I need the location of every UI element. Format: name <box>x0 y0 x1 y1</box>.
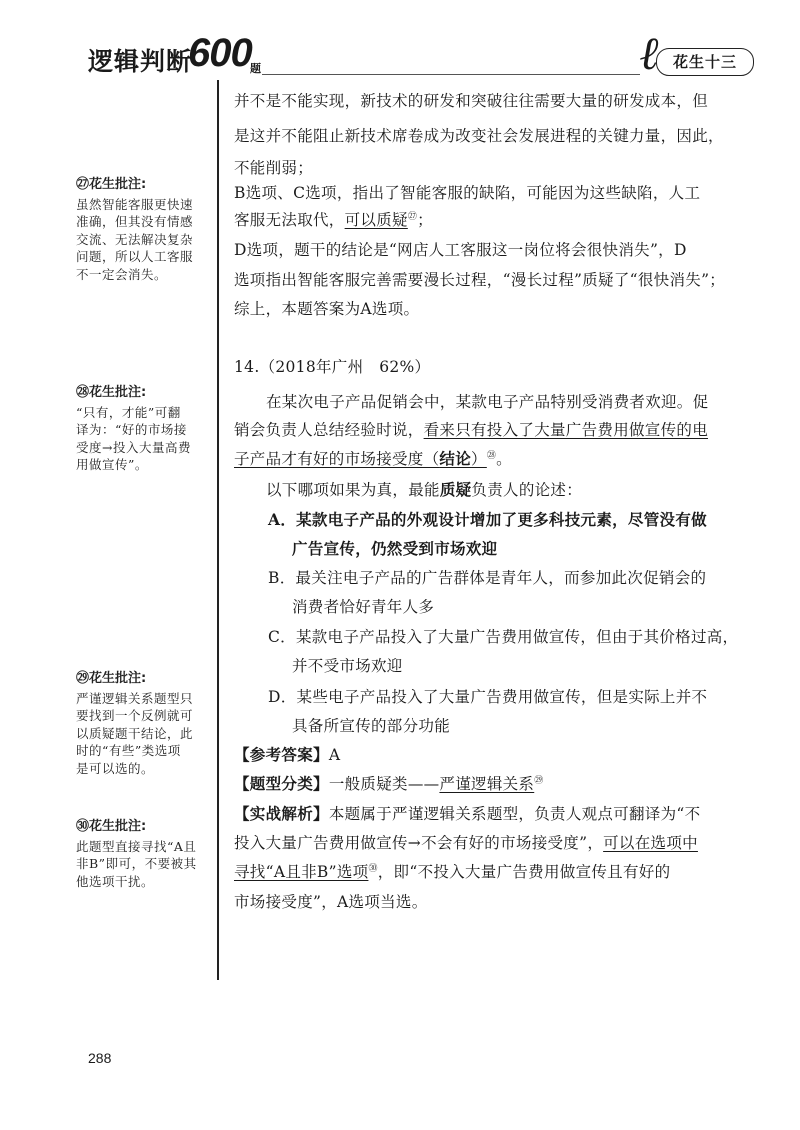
margin-note-29 <box>76 670 212 777</box>
option-b-explanation-2 <box>234 208 433 230</box>
text-span: ； <box>417 211 433 229</box>
text-span: ，即“不投入大量广告费用做宣传且有好的 <box>377 863 671 881</box>
margin-note-line: 虽然智能客服更快速 <box>76 196 194 212</box>
margin-note-line: 时的“有些”类选项 <box>76 743 181 758</box>
answer-value: A <box>328 746 341 764</box>
option-a: A．某款电子产品的外观设计增加了更多科技元素，尽管没有做 <box>268 510 707 529</box>
text-span: 负责人的论述： <box>471 481 583 499</box>
book-title-suffix: 题 <box>250 62 261 75</box>
answer-line <box>234 743 340 765</box>
keyword: 质疑 <box>439 480 472 499</box>
underlined-phrase: 寻找“A且非B”选项 <box>234 863 369 881</box>
text-span: 投入大量广告费用做宣传→不会有好的市场接受度”， <box>234 834 604 852</box>
footnote-marker: ㉙ <box>534 775 544 786</box>
text-span: 销会负责人总结经验时说， <box>234 421 424 439</box>
margin-note-line: 用做宣传”。 <box>76 457 148 472</box>
underlined-phrase: ） <box>471 450 487 468</box>
margin-note-line: 是可以选的。 <box>76 760 155 776</box>
underlined-phrase: 看来只有投入了大量广告费用做宣传的电 <box>423 421 709 439</box>
margin-note-line: 非B”即可，不要被其 <box>76 856 197 871</box>
margin-note-30 <box>76 818 212 890</box>
margin-note-line: “只有，才能”可翻 <box>76 404 181 420</box>
question-header <box>234 355 430 377</box>
option-d: D．某些电子产品投入了大量广告费用做宣传，但是实际上并不 <box>268 688 708 706</box>
footnote-marker: ㉚ <box>368 863 378 874</box>
text-span: 客服无法取代， <box>234 211 345 229</box>
header-rule <box>262 74 640 75</box>
margin-note-title: ㉘花生批注: <box>76 385 147 400</box>
body-line: 并不是不能实现，新技术的研发和突破往往需要大量的研发成本，但 <box>234 92 709 110</box>
question-source: （2018年广州 62%） <box>259 358 431 376</box>
brand-badge: 花生十三 <box>656 48 754 76</box>
option-c-cont: 并不受市场欢迎 <box>292 657 403 675</box>
margin-note-line: 严谨逻辑关系题型只 <box>76 690 194 706</box>
margin-note-27 <box>76 176 212 283</box>
margin-divider <box>217 80 219 980</box>
option-d-explanation-2: 选项指出智能客服完善需要漫长过程，“漫长过程”质疑了“很快消失”； <box>234 271 726 289</box>
answer-label: 【参考答案】 <box>234 745 329 764</box>
option-b-cont: 消费者恰好青年人多 <box>292 598 435 616</box>
margin-note-line: 不一定会消失。 <box>76 266 168 282</box>
analysis-line-1 <box>234 802 700 824</box>
text-span: 一般质疑类—— <box>328 775 440 793</box>
category-line <box>234 772 544 794</box>
margin-note-line: 受度→投入大量高费 <box>76 439 191 455</box>
option-b-explanation: B选项、C选项，指出了智能客服的缺陷，可能因为这些缺陷，人工 <box>234 184 701 202</box>
summary-line: 综上，本题答案为A选项。 <box>234 300 420 318</box>
margin-note-line: 要找到一个反例就可 <box>76 708 194 723</box>
margin-note-title: ㉗花生批注: <box>76 177 147 192</box>
option-d-explanation: D选项，题干的结论是“网店人工客服这一岗位将会很快消失”，D <box>234 241 687 259</box>
margin-note-line: 以质疑题干结论，此 <box>76 725 194 741</box>
analysis-line-4: 市场接受度”，A选项当选。 <box>234 893 428 911</box>
margin-note-line: 此题型直接寻找“A且 <box>76 838 197 854</box>
margin-note-title: ㉚花生批注: <box>76 819 147 834</box>
text-span: 本题属于严谨逻辑关系题型，负责人观点可翻译为“不 <box>328 805 701 823</box>
analysis-line-3 <box>234 860 670 882</box>
category-label: 【题型分类】 <box>234 774 329 793</box>
footnote-marker: ㉗ <box>407 211 418 222</box>
text-span: 以下哪项如果为真，最能 <box>266 481 440 499</box>
analysis-line-2 <box>234 831 698 853</box>
underlined-phrase: 可以质疑 <box>344 211 408 229</box>
margin-note-title: ㉙花生批注: <box>76 671 147 686</box>
book-title-number: 600 <box>188 31 252 75</box>
brand-swash-icon: ℓ <box>640 26 660 80</box>
question-prompt <box>266 478 582 500</box>
text-span: 。 <box>496 450 512 468</box>
question-stem-3 <box>234 447 512 469</box>
option-c: C．某款电子产品投入了大量广告费用做宣传，但由于其价格过高， <box>268 628 739 646</box>
margin-note-28 <box>76 384 212 474</box>
margin-note-line: 准确，但其没有情感 <box>76 214 194 229</box>
margin-note-line: 交流、无法解决复杂 <box>76 231 194 247</box>
option-d-cont: 具备所宣传的部分功能 <box>292 717 451 735</box>
option-b: B．最关注电子产品的广告群体是青年人，而参加此次促销会的 <box>268 569 707 587</box>
page-number: 288 <box>88 1050 112 1066</box>
body-line: 是这并不能阻止新技术席卷成为改变社会发展进程的关键力量，因此， <box>234 127 724 145</box>
underlined-phrase: 子产品才有好的市场接受度（ <box>234 450 440 468</box>
book-title: 逻辑判断 <box>88 47 193 76</box>
question-stem-1: 在某次电子产品促销会中，某款电子产品特别受消费者欢迎。促 <box>266 393 709 411</box>
option-a-cont: 广告宣传，仍然受到市场欢迎 <box>292 539 498 558</box>
analysis-label: 【实战解析】 <box>234 804 329 823</box>
question-stem-2 <box>234 418 708 440</box>
question-number: 14. <box>234 358 260 376</box>
conclusion-tag: 结论 <box>439 449 472 468</box>
margin-note-line: 他选项干扰。 <box>76 873 155 889</box>
underlined-phrase: 严谨逻辑关系 <box>439 775 535 793</box>
footnote-marker: ㉘ <box>486 450 497 461</box>
underlined-phrase: 可以在选项中 <box>603 834 698 852</box>
body-line: 不能削弱； <box>234 159 314 177</box>
margin-note-line: 问题，所以人工客服 <box>76 249 194 264</box>
margin-note-line: 译为：“好的市场接 <box>76 422 187 437</box>
